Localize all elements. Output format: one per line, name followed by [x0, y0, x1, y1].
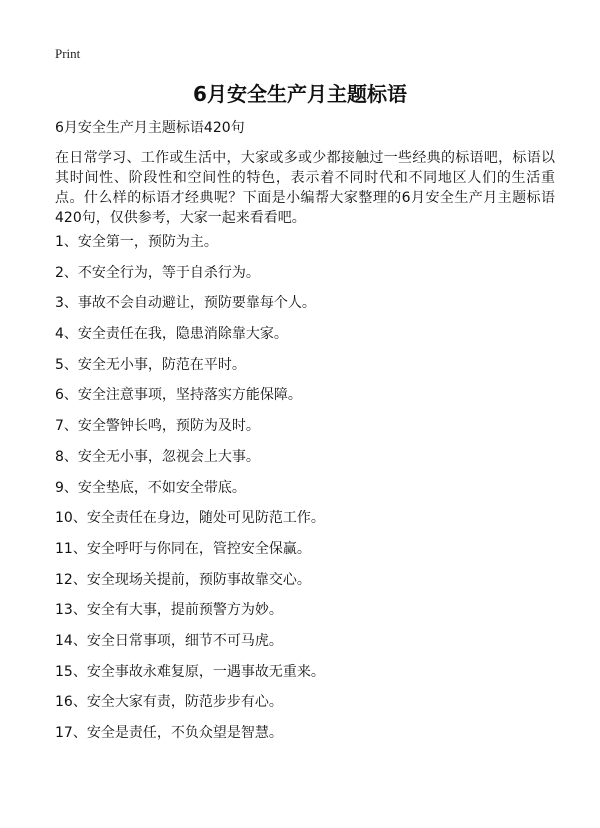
slogan-item: 16、安全大家有责，防范步步有心。 — [55, 694, 283, 711]
page-title: 6月安全生产月主题标语 — [193, 82, 407, 106]
slogan-item: 13、安全有大事，提前预警方为妙。 — [55, 602, 283, 619]
slogan-item: 15、安全事故永难复原，一遇事故无重来。 — [55, 663, 325, 680]
slogan-item: 3、事故不会自动避让，预防要靠每个人。 — [55, 295, 316, 312]
slogan-item: 5、安全无小事，防范在平时。 — [55, 356, 246, 373]
slogan-item: 4、安全责任在我，隐患消除靠大家。 — [55, 326, 288, 343]
slogan-item: 10、安全责任在身边，随处可见防范工作。 — [55, 510, 325, 527]
slogan-item: 17、安全是责任，不负众望是智慧。 — [55, 725, 283, 741]
print-link[interactable]: Print — [55, 46, 81, 61]
slogan-list — [55, 232, 555, 754]
slogan-item: 6、安全注意事项，坚持落实方能保障。 — [55, 387, 302, 404]
slogan-item: 8、安全无小事，忽视会上大事。 — [55, 448, 260, 465]
document-subtitle: 6月安全生产月主题标语420句 — [55, 120, 245, 136]
slogan-item: 12、安全现场关提前，预防事故靠交心。 — [55, 571, 311, 588]
slogan-item: 2、不安全行为，等于自杀行为。 — [55, 264, 260, 281]
slogan-item: 11、安全呼吁与你同在，管控安全保赢。 — [55, 540, 311, 557]
slogan-item: 9、安全垫底，不如安全带底。 — [55, 479, 246, 496]
intro-paragraph: 在日常学习、工作或生活中，大家或多或少都接触过一些经典的标语吧，标语以其时间性、阶段性和空间性的特色，表示着不同时代和不同地区人们的生活重点。什么样的标语才经典呢？下面是小编帮大家整理的6月安全生产月主题标语420句，仅供参考，大家一起来看看吧。 — [55, 150, 555, 226]
slogan-item: 14、安全日常事项，细节不可马虎。 — [55, 632, 283, 649]
slogan-item: 7、安全警钟长鸣，预防为及时。 — [55, 418, 260, 435]
slogan-item: 1、安全第一，预防为主。 — [55, 234, 218, 250]
